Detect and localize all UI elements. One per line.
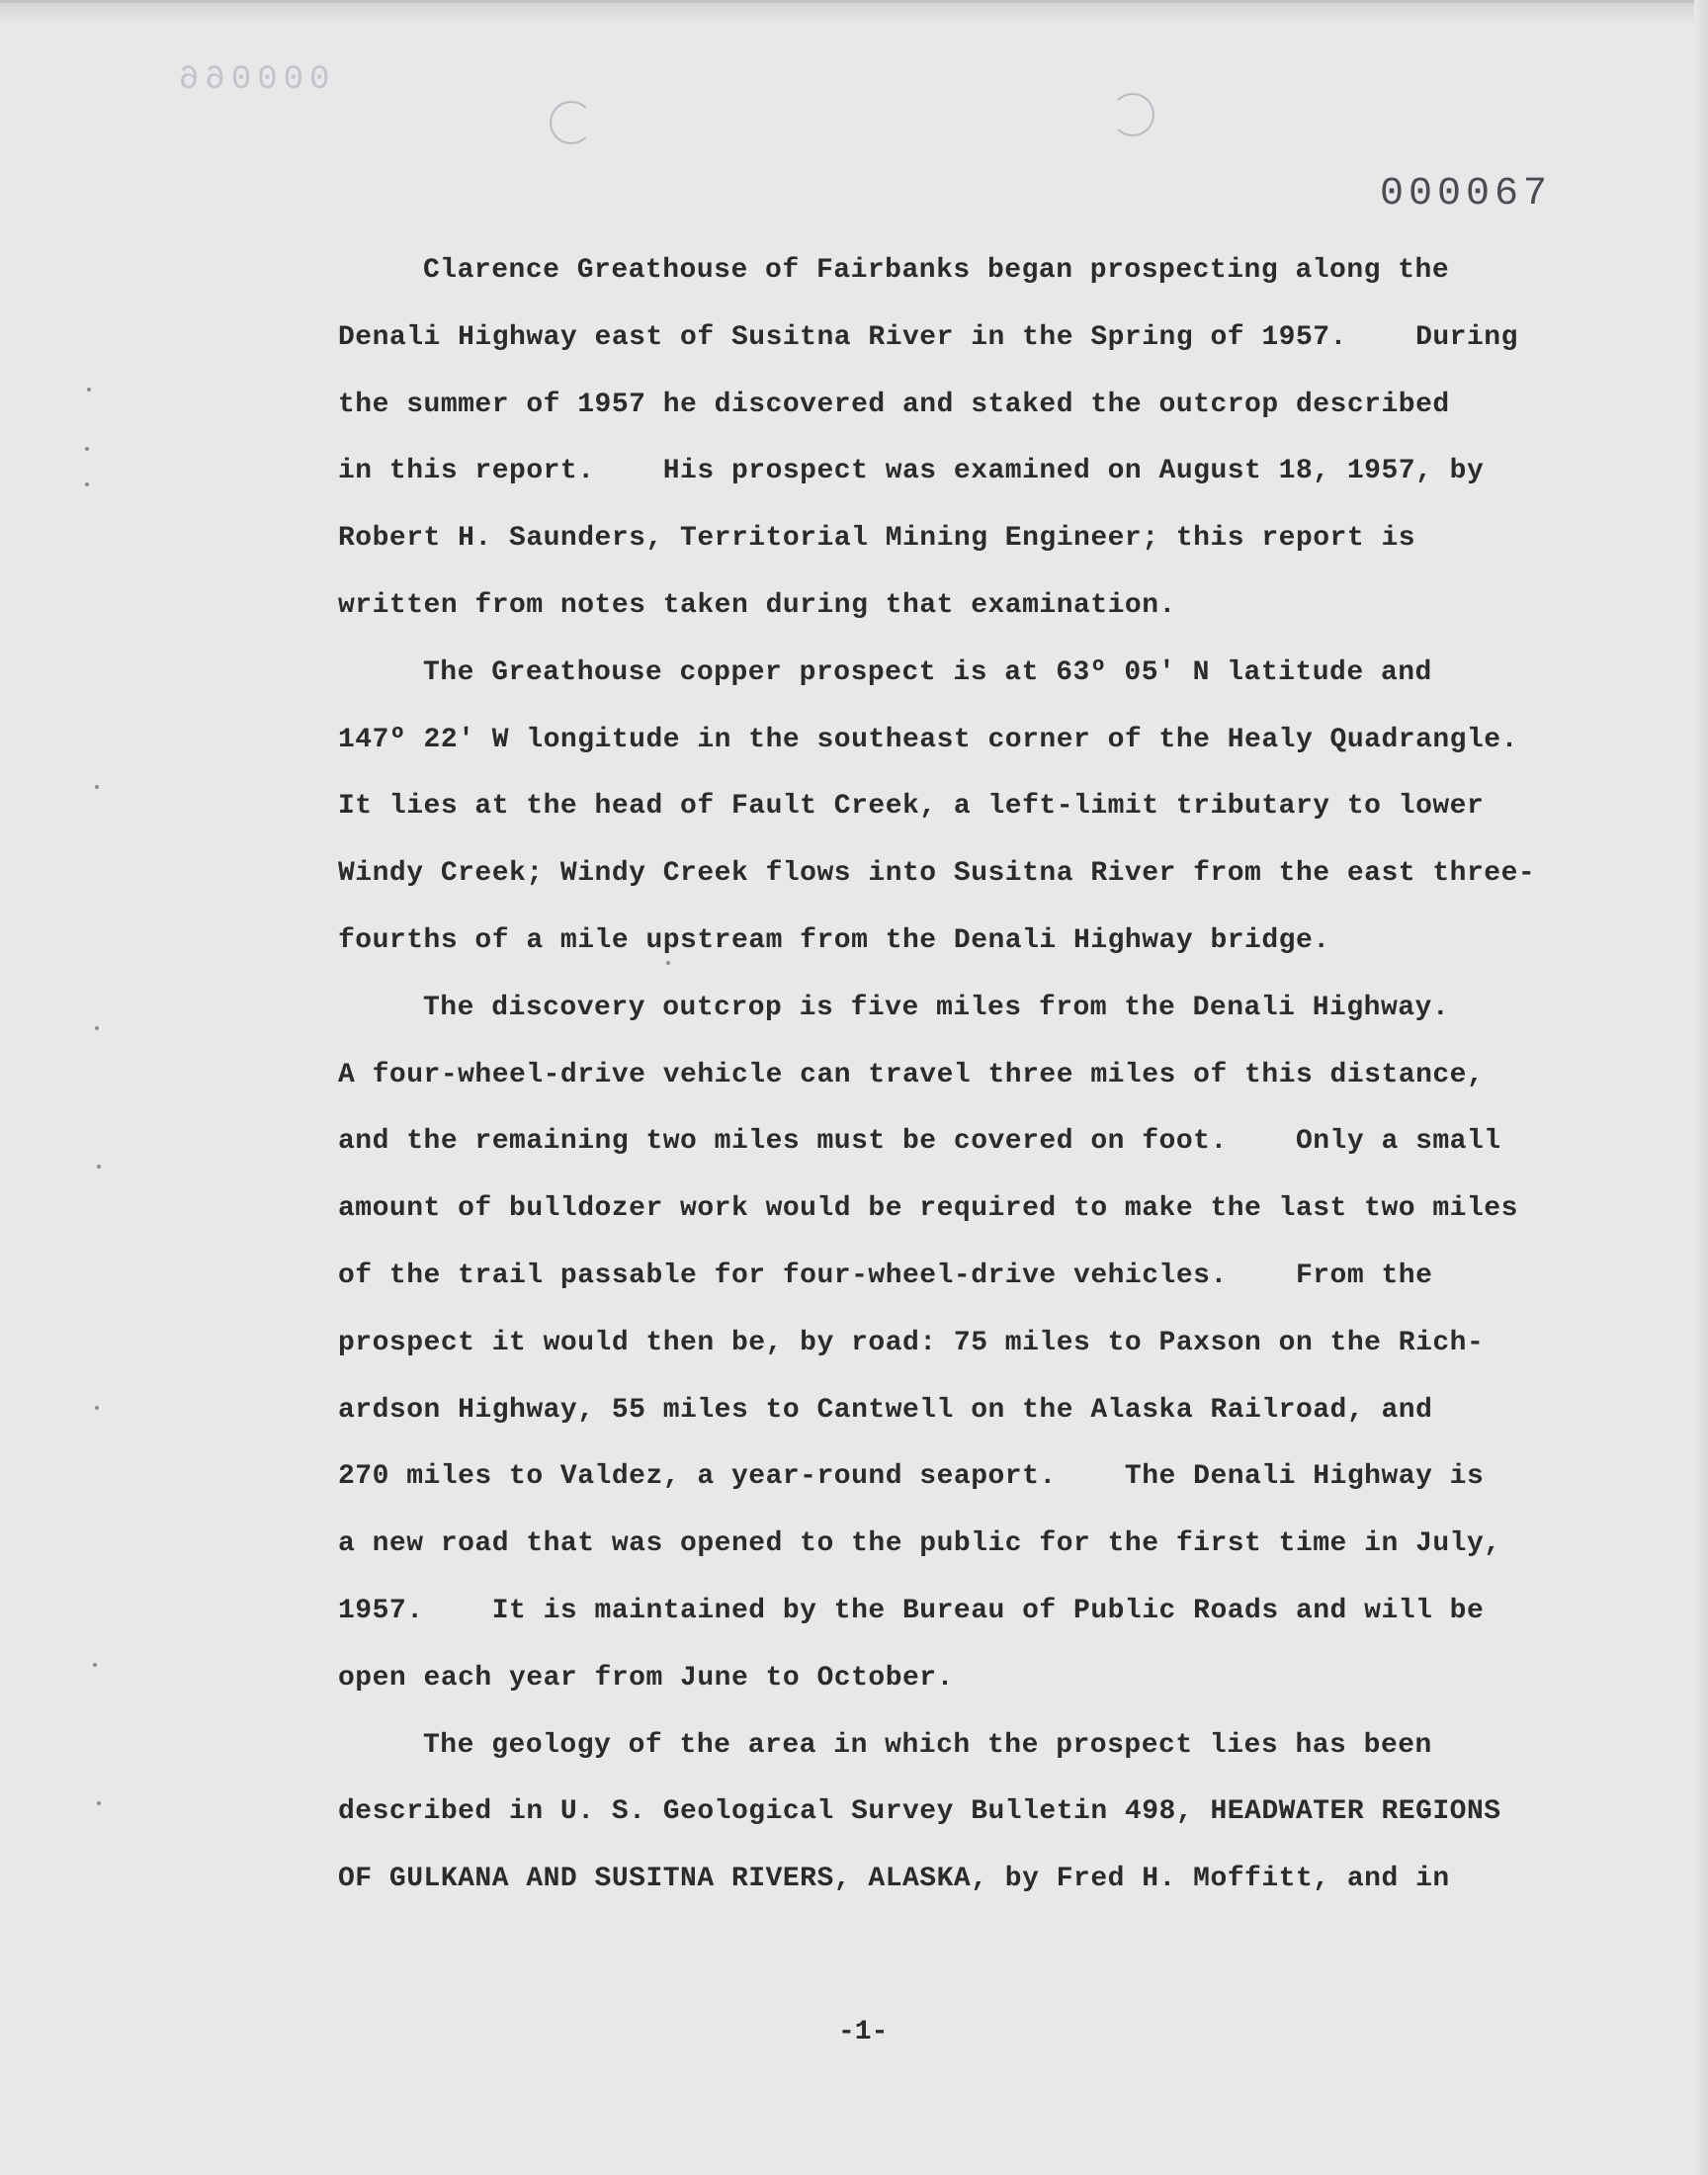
margin-speck: [95, 1026, 99, 1030]
paragraph-3: [338, 975, 1524, 1712]
margin-speck: [87, 388, 91, 392]
margin-speck: [85, 482, 89, 486]
body-text: [338, 237, 1536, 1913]
text-line: prospect it would then be, by road: 75 miles to Paxson on the Rich-: [338, 1327, 1485, 1358]
text-line: OF GULKANA AND SUSITNA RIVERS, ALASKA, by Fred H. Moffitt, and in: [338, 1864, 1450, 1895]
text-line: described in U. S. Geological Survey Bulletin 498, HEADWATER REGIONS: [338, 1796, 1501, 1828]
margin-speck: [95, 1406, 99, 1410]
text-line: in this report. His prospect was examined on August 18, 1957, by: [338, 456, 1485, 487]
margin-speck: [97, 1165, 101, 1169]
document-number: 000067: [1380, 172, 1553, 217]
text-line: fourths of a mile upstream from the Denali Highway bridge.: [338, 924, 1330, 956]
text-line: Windy Creek; Windy Creek flows into Susitna River from the east three-: [338, 858, 1536, 890]
text-line: and the remaining two miles must be covered on foot. Only a small: [338, 1126, 1501, 1158]
margin-speck: [93, 1663, 97, 1667]
text-line: A four-wheel-drive vehicle can travel three miles of this distance,: [338, 1059, 1485, 1090]
text-line: of the trail passable for four-wheel-drive vehicles. From the: [338, 1260, 1433, 1291]
text-line: ardson Highway, 55 miles to Cantwell on the Alaska Railroad, and: [338, 1394, 1433, 1426]
punch-hole-right: [1111, 93, 1154, 136]
text-line: The Greathouse copper prospect is at 63º 05' N latitude and: [423, 656, 1432, 688]
text-line: written from notes taken during that examination.: [338, 589, 1176, 621]
text-line: a new road that was opened to the public for the first time in July,: [338, 1528, 1501, 1560]
text-line: It lies at the head of Fault Creek, a left-limit tributary to lower: [338, 791, 1485, 823]
page-top-edge: [0, 0, 1708, 25]
text-line: 1957. It is maintained by the Bureau of Public Roads and will be: [338, 1595, 1485, 1626]
text-line: The geology of the area in which the prospect lies has been: [423, 1729, 1432, 1761]
paragraph-2: [338, 640, 1536, 975]
text-line: amount of bulldozer work would be required to make the last two miles: [338, 1193, 1518, 1225]
page-number: -1-: [838, 2017, 889, 2047]
paragraph-1: [338, 237, 1524, 640]
paragraph-4: [338, 1712, 1524, 1913]
margin-speck: [95, 785, 99, 789]
page-right-edge: [1694, 0, 1708, 2175]
text-line: Clarence Greathouse of Fairbanks began prospecting along the: [423, 255, 1450, 286]
text-line: Robert H. Saunders, Territorial Mining Engineer; this report is: [338, 523, 1416, 555]
text-line: 270 miles to Valdez, a year-round seaport. The Denali Highway is: [338, 1461, 1485, 1493]
text-line: open each year from June to October.: [338, 1662, 954, 1694]
text-line: The discovery outcrop is five miles from the Denali Highway.: [423, 992, 1450, 1023]
margin-speck: [85, 447, 89, 451]
text-line: the summer of 1957 he discovered and staked the outcrop described: [338, 389, 1450, 420]
punch-hole-left: [550, 101, 593, 144]
bleed-through-number: 000066: [173, 61, 330, 99]
margin-speck: [97, 1801, 101, 1805]
text-line: Denali Highway east of Susitna River in the Spring of 1957. During: [338, 321, 1518, 353]
text-line: 147º 22' W longitude in the southeast corner of the Healy Quadrangle.: [338, 724, 1518, 755]
